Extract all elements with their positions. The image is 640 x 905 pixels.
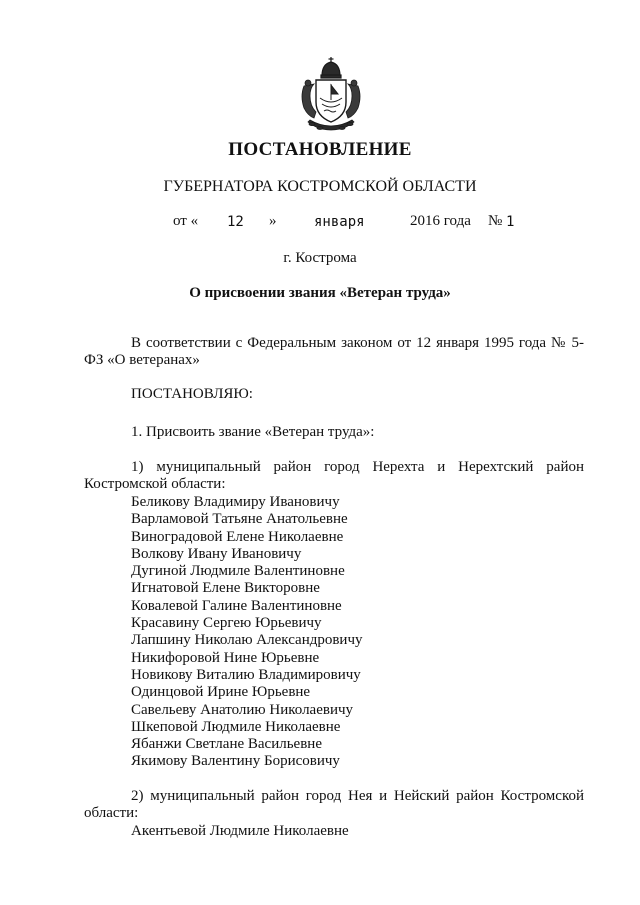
preamble: В соответствии с Федеральным законом от 12 января 1995 года № 5-ФЗ «О ветеранах» — [84, 335, 584, 368]
list-item: Одинцовой Ирине Юрьевне — [131, 684, 311, 701]
city: г. Кострома — [283, 250, 357, 266]
number-prefix: № — [488, 213, 503, 229]
document-title: ПОСТАНОВЛЕНИЕ — [228, 139, 412, 160]
list-item: Новикову Виталию Владимировичу — [131, 666, 361, 683]
list-item: Лапшину Николаю Александровичу — [131, 632, 363, 649]
section-1-names — [131, 494, 363, 771]
date-line — [0, 213, 640, 233]
list-item: Дугиной Людмиле Валентиновне — [131, 563, 345, 580]
list-item: Шкеповой Людмиле Николаевне — [131, 718, 341, 735]
kostroma-coat-of-arms-icon — [298, 56, 364, 134]
section-2-names — [131, 823, 349, 840]
issuing-authority: ГУБЕРНАТОРА КОСТРОМСКОЙ ОБЛАСТИ — [163, 178, 477, 195]
list-item: Никифоровой Нине Юрьевне — [131, 649, 320, 666]
document-number: 1 — [506, 214, 515, 230]
list-item: Красавину Сергею Юрьевичу — [131, 615, 322, 632]
date-prefix: от « — [173, 213, 199, 229]
date-close-quote: » — [269, 213, 277, 229]
date-month: января — [314, 214, 365, 230]
list-item: Акентьевой Людмиле Николаевне — [131, 823, 349, 839]
date-day: 12 — [227, 214, 244, 230]
date-year: 2016 года — [410, 213, 471, 229]
document-subject: О присвоении звания «Ветеран труда» — [189, 285, 451, 301]
list-item: Волкову Ивану Ивановичу — [131, 545, 302, 562]
list-item: Варламовой Татьяне Анатольевне — [131, 511, 348, 528]
section-2-heading: 2) муниципальный район город Нея и Нейский район Костромской области: — [84, 788, 584, 821]
resolve-statement: ПОСТАНОВЛЯЮ: — [131, 386, 253, 402]
section-1-heading: 1) муниципальный район город Нерехта и Нерехтский район Костромской области: — [84, 459, 584, 492]
list-item: Виноградовой Елене Николаевне — [131, 528, 344, 545]
list-item: Савельеву Анатолию Николаевичу — [131, 701, 354, 718]
list-item: Ябанжи Светлане Васильевне — [131, 736, 322, 753]
list-item: Ковалевой Галине Валентиновне — [131, 597, 342, 614]
list-item: Якимову Валентину Борисовичу — [131, 753, 340, 770]
list-item: Игнатовой Елене Викторовне — [131, 580, 320, 597]
list-item: Беликову Владимиру Ивановичу — [131, 494, 340, 510]
item-1: 1. Присвоить звание «Ветеран труда»: — [131, 424, 375, 440]
